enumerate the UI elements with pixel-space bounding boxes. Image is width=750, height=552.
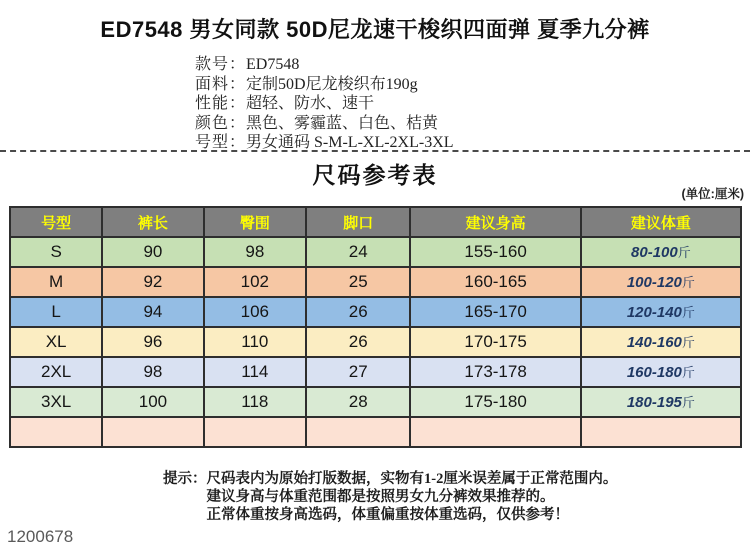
weight-unit: 斤 (681, 335, 695, 350)
weight-value: 140-160 (626, 334, 682, 351)
detail-value: 超轻、防水、速干 (246, 95, 375, 112)
size-chart-title: 尺码参考表 (312, 162, 438, 188)
empty-cell (10, 417, 102, 447)
empty-cell (102, 417, 203, 447)
table-cell: 110 (204, 327, 306, 357)
table-row (10, 267, 741, 297)
table-cell: 94 (102, 297, 203, 327)
table-cell: 160-165 (410, 267, 580, 297)
table-cell: 170-175 (410, 327, 580, 357)
detail-row (195, 55, 454, 75)
column-header: 号型 (10, 207, 102, 237)
detail-value: 定制50D尼龙梭织布190g (246, 75, 418, 93)
column-header: 臀围 (204, 207, 306, 237)
weight-unit: 斤 (681, 275, 695, 290)
table-row (10, 357, 741, 387)
weight-value: 180-195 (626, 394, 682, 411)
detail-row (195, 94, 454, 114)
weight-value: 120-140 (626, 304, 682, 321)
table-cell: 2XL (10, 357, 102, 387)
column-header: 建议体重 (581, 207, 741, 237)
product-details (195, 55, 454, 153)
weight-unit: 斤 (681, 365, 695, 380)
table-cell: M (10, 267, 102, 297)
weight-value: 80-100 (631, 244, 678, 261)
detail-label: 颜色： (195, 114, 247, 132)
size-table (9, 206, 742, 448)
table-cell: 118 (204, 387, 306, 417)
empty-cell (410, 417, 580, 447)
detail-label: 性能： (195, 95, 247, 112)
table-cell: XL (10, 327, 102, 357)
empty-cell (306, 417, 410, 447)
table-cell: 100 (102, 387, 203, 417)
table-row (10, 297, 741, 327)
detail-value: 男女通码 S-M-L-XL-2XL-3XL (246, 134, 454, 151)
table-cell: 173-178 (410, 357, 580, 387)
table-cell: 175-180 (410, 387, 580, 417)
watermark-number: 1200678 (7, 527, 74, 546)
detail-row (195, 114, 454, 134)
table-cell: 106 (204, 297, 306, 327)
detail-value: 黑色、雾霾蓝、白色、桔黄 (246, 114, 439, 132)
empty-cell (581, 417, 741, 447)
table-cell: 24 (306, 237, 410, 267)
detail-label: 面料： (195, 75, 247, 93)
table-cell: 26 (306, 327, 410, 357)
weight-unit: 斤 (681, 305, 695, 320)
table-row (10, 237, 741, 267)
note-line: 建议身高与体重范围都是按照男女九分裤效果推荐的。 (206, 489, 555, 505)
table-cell: 3XL (10, 387, 102, 417)
column-header: 脚口 (306, 207, 410, 237)
notes-block (163, 470, 617, 524)
weight-value: 160-180 (626, 364, 682, 381)
table-cell: S (10, 237, 102, 267)
unit-note: (单位:厘米) (681, 187, 744, 201)
table-row (10, 327, 741, 357)
table-cell: 155-160 (410, 237, 580, 267)
table-cell: 114 (204, 357, 306, 387)
table-cell: 25 (306, 267, 410, 297)
weight-cell (581, 327, 741, 357)
table-cell: 98 (102, 357, 203, 387)
detail-value: ED7548 (246, 56, 300, 73)
notes-lines (207, 470, 618, 524)
weight-value: 100-120 (626, 274, 682, 291)
table-cell: 26 (306, 297, 410, 327)
detail-label: 款号： (195, 56, 247, 73)
column-header: 建议身高 (410, 207, 580, 237)
weight-unit: 斤 (681, 395, 695, 410)
weight-cell (581, 237, 741, 267)
detail-label: 号型： (195, 134, 247, 151)
table-cell: 102 (204, 267, 306, 297)
empty-cell (204, 417, 306, 447)
size-table-header-row (10, 207, 741, 237)
weight-cell (581, 267, 741, 297)
table-cell: 165-170 (410, 297, 580, 327)
table-cell: 27 (306, 357, 410, 387)
table-cell: 96 (102, 327, 203, 357)
table-row (10, 387, 741, 417)
weight-cell (581, 357, 741, 387)
table-cell: 92 (102, 267, 203, 297)
weight-cell (581, 387, 741, 417)
table-cell: 90 (102, 237, 203, 267)
table-cell: 28 (306, 387, 410, 417)
table-cell: 98 (204, 237, 306, 267)
table-cell: L (10, 297, 102, 327)
weight-cell (581, 297, 741, 327)
detail-row (195, 75, 454, 95)
page-title: ED7548 男女同款 50D尼龙速干梭织四面弹 夏季九分裤 (100, 17, 650, 42)
note-line: 正常体重按身高选码，体重偏重按体重选码，仅供参考！ (206, 507, 569, 523)
dashed-divider (0, 150, 750, 152)
size-table-body (10, 237, 741, 447)
column-header: 裤长 (102, 207, 203, 237)
empty-row (10, 417, 741, 447)
note-line: 尺码表内为原始打版数据，实物有1-2厘米误差属于正常范围内。 (206, 471, 618, 487)
notes-label: 提示： (163, 471, 207, 487)
weight-unit: 斤 (677, 245, 691, 260)
